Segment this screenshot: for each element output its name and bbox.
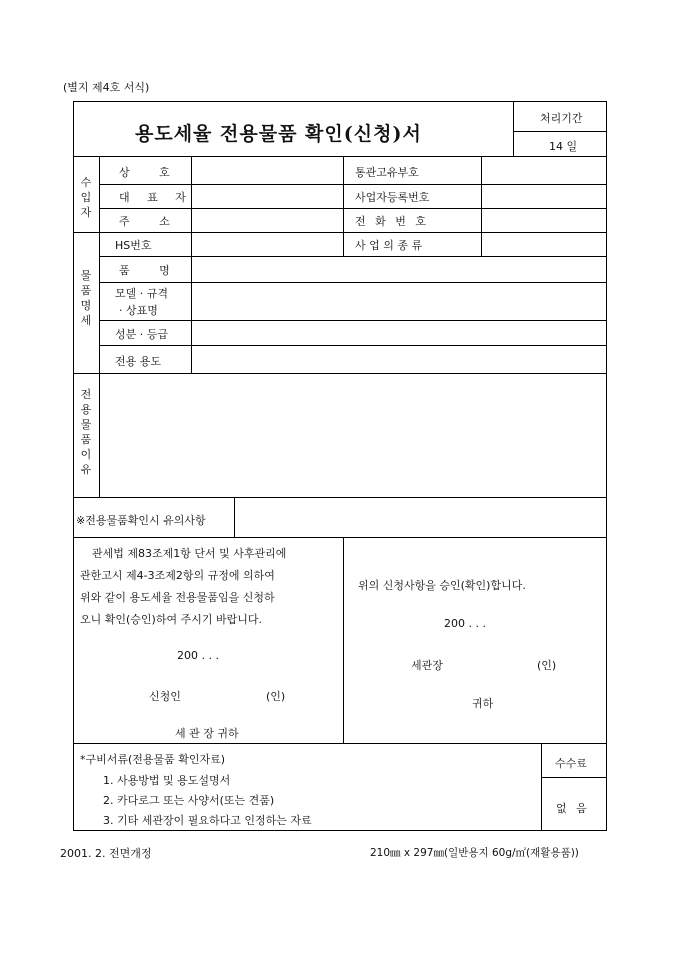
form-reference: (별지 제4호 서식) [63, 81, 150, 94]
application-line-3: 위와 같이 용도세율 전용물품임을 신청하 [80, 591, 275, 604]
fee-value: 없 음 [556, 802, 590, 815]
processing-period-label: 처리기간 [540, 112, 583, 125]
form-frame [73, 101, 607, 831]
application-line-1: 관세법 제83조제1항 단서 및 사후관리에 [92, 547, 287, 560]
brand-label: · 상표명 [119, 304, 158, 317]
approval-text: 위의 신청사항을 승인(확인)합니다. [358, 579, 526, 592]
documents-heading: *구비서류(전용물품 확인자료) [80, 753, 226, 766]
representative-label: 대 표 자 [119, 191, 193, 204]
phone-label: 전 화 번 호 [355, 215, 429, 228]
document-item-3: 3. 기타 세관장이 필요하다고 인정하는 자료 [103, 814, 312, 827]
approval-date: 200 . . . [444, 617, 486, 630]
composition-label: 성분 · 등급 [115, 328, 168, 341]
application-line-2: 관한고시 제4-3조제2항의 규정에 의하여 [80, 569, 275, 582]
company-name-label: 상 호 [119, 166, 183, 179]
paper-spec: 210㎜ x 297㎜(일반용지 60g/㎡(재활용품)) [370, 847, 579, 859]
application-date: 200 . . . [177, 649, 219, 662]
business-type-label: 사 업 의 종 류 [355, 239, 423, 252]
applicant-seal: (인) [266, 690, 286, 703]
applicant-label: 신청인 [149, 690, 181, 703]
model-label: 모델 · 규격 [115, 287, 168, 300]
goods-section-label: 물품명세 [80, 269, 92, 327]
approval-addressee: 귀하 [472, 697, 494, 710]
document-item-2: 2. 카다로그 또는 사양서(또는 견품) [103, 794, 275, 807]
processing-period-value: 14 일 [549, 140, 578, 153]
document-item-1: 1. 사용방법 및 용도설명서 [103, 774, 231, 787]
importer-section-label: 수입자 [80, 176, 92, 219]
approval-seal: (인) [537, 659, 557, 672]
reason-section-label: 전용물품이유 [80, 388, 92, 476]
notes-label: ※전용물품확인시 유의사항 [76, 514, 206, 527]
revision-note: 2001. 2. 전면개정 [60, 847, 152, 860]
customs-director-label: 세관장 [411, 659, 443, 672]
exclusive-use-label: 전용 용도 [115, 355, 162, 368]
application-addressee: 세 관 장 귀하 [175, 727, 239, 740]
item-name-label: 품 명 [119, 264, 183, 277]
address-label: 주 소 [119, 215, 183, 228]
customs-code-label: 통관고유부호 [355, 166, 419, 179]
business-reg-label: 사업자등록번호 [355, 191, 430, 204]
fee-label: 수수료 [555, 757, 587, 770]
hs-code-label: HS번호 [115, 239, 152, 252]
application-line-4: 오니 확인(승인)하여 주시기 바랍니다. [80, 613, 262, 626]
form-title: 용도세율 전용물품 확인(신청)서 [135, 123, 422, 145]
